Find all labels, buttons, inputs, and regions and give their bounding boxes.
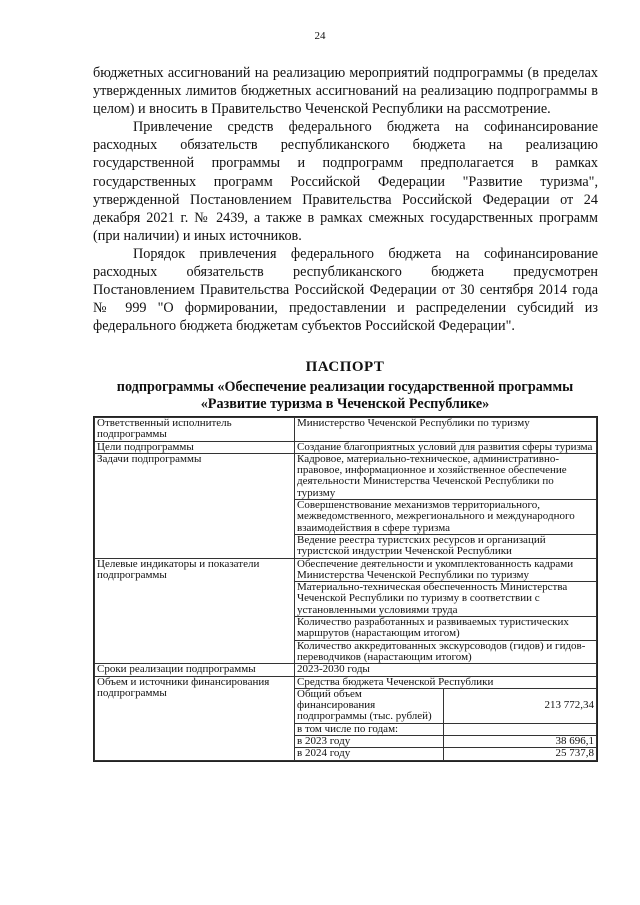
table-row [295, 689, 596, 723]
body-text [93, 64, 598, 335]
passport-subtitle: подпрограммы «Обеспечение реализации государственной программы «Развитие туризма в Чеченской Республике» [116, 379, 574, 412]
funding-year-value: 38 696,1 [443, 736, 596, 748]
funding-label: Объем и источники финансирования подпрограммы [95, 676, 295, 760]
task-item: Ведение реестра туристских ресурсов и организаций туристской индустрии Чеченской Республики [297, 533, 546, 558]
responsible-value: Министерство Чеченской Республики по туризму [295, 418, 597, 442]
funding-by-years-label: в том числе по годам: [295, 723, 443, 735]
funding-total-label: Общий объем финансирования подпрограммы (тыс. рублей) [295, 689, 443, 723]
funding-inner-table [295, 689, 596, 760]
paragraph-2: Привлечение средств федерального бюджета на софинансирование расходных обязательств республиканского бюджета на реализацию государственной программы и подпрограмм предполагается в рамках государственных программ Российской Федерации "Развитие туризма", утвержденной Постановлением Правительства Российской Федерации от 24 декабря 2021 г. № 2439, а также в рамках смежных государственных программ (при наличии) и иных источников. [93, 119, 598, 244]
funding-source: Средства бюджета Чеченской Республики [295, 677, 596, 689]
paragraph-1: бюджетных ассигнований на реализацию мероприятий подпрограммы (в пределах утвержденных лимитов бюджетных ассигнований на реализацию подпрограммы в целом) и вносить в Правительство Чеченской Республики на рассмотрение. [93, 65, 598, 118]
table-row [295, 736, 596, 748]
task-item: Кадровое, материально-техническое, административно-правовое, информационное и хозяйственное обеспечение деятельности Министерства Чеченской Республики по туризму [295, 454, 596, 500]
goals-value: Создание благоприятных условий для развития сферы туризма [295, 441, 597, 453]
passport-heading [90, 357, 600, 413]
tasks-label: Задачи подпрограммы [95, 453, 295, 558]
task-item: Совершенствование механизмов территориального, межведомственного, межрегионального и международного взаимодействия в сфере туризма [295, 500, 596, 535]
funding-year-label: в 2023 году [295, 736, 443, 748]
page-number: 24 [314, 30, 326, 42]
passport-title: ПАСПОРТ [305, 359, 385, 375]
tasks-list [295, 453, 597, 558]
funding-details [295, 676, 597, 760]
table-row [95, 441, 597, 453]
indicator-item: Обеспечение деятельности и укомплектованность кадрами Министерства Чеченской Республики по туризму [295, 559, 596, 583]
table-row [295, 723, 596, 735]
goals-label: Цели подпрограммы [95, 441, 295, 453]
table-row [95, 558, 597, 664]
table-row [95, 664, 597, 676]
passport-table [93, 416, 598, 762]
funding-year-label: в 2024 году [295, 748, 443, 760]
funding-by-years-empty [443, 723, 596, 735]
indicators-list [295, 558, 597, 664]
terms-value: 2023-2030 годы [295, 664, 597, 676]
paragraph-3: Порядок привлечения федерального бюджета на софинансирование расходных обязательств республиканского бюджета предусмотрен Постановлением Правительства Российской Федерации от 30 сентября 2014 года № 999 "О формировании, предоставлении и распределении субсидий из федерального бюджета бюджетам субъектов Российской Федерации". [93, 245, 598, 335]
indicator-item: Количество аккредитованных экскурсоводов (гидов) и гидов-переводчиков (нарастающим итогом) [297, 639, 586, 663]
table-row [295, 748, 596, 760]
responsible-label: Ответственный исполнитель подпрограммы [95, 418, 295, 442]
terms-label: Сроки реализации подпрограммы [95, 664, 295, 676]
table-row [95, 453, 597, 558]
table-row [95, 676, 597, 760]
indicator-item: Материально-техническая обеспеченность Министерства Чеченской Республики по туризму в соответствии с установленными условиями труда [295, 582, 596, 617]
funding-total-value: 213 772,34 [443, 689, 596, 723]
indicator-item: Количество разработанных и развиваемых туристических маршрутов (нарастающим итогом) [295, 617, 596, 641]
table-row [95, 418, 597, 442]
funding-year-value: 25 737,8 [443, 748, 596, 760]
indicators-label: Целевые индикаторы и показатели подпрограммы [95, 558, 295, 664]
